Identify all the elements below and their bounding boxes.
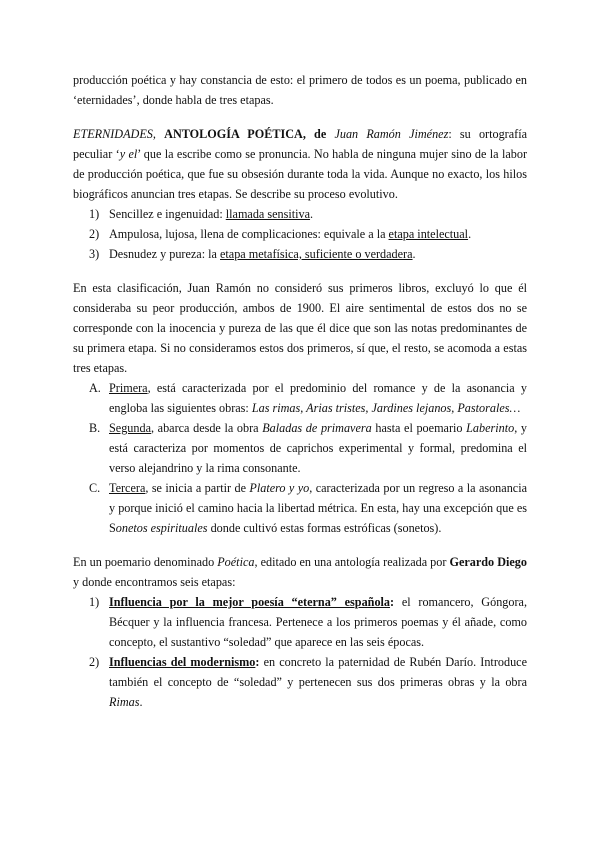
list-item: 1) Sencillez e ingenuidad: llamada sensitiva. (89, 207, 314, 221)
alpha-list (73, 378, 527, 538)
list-item: B. Segunda, abarca desde la obra Baladas de primavera hasta el poemario Laberinto, y está caracteriza por momentos de caprichos experimental y formal, predomina el verso alejandrino y la rima consonante. (89, 421, 527, 475)
list-item: 2) Influencias del modernismo: en concreto la paternidad de Rubén Darío. Introduce también el concepto de “soledad” y pertenecen sus dos primeras obras y la obra Rimas. (89, 655, 527, 709)
paragraph-clasificacion: En esta clasificación, Juan Ramón no consideró sus primeros libros, excluyó lo que él consideraba su peor producción, ambos de 1900. El aire sentimental de estos dos no se corresponde con la inocencia y pureza de las que él dice que son las notas predominantes de su primera etapa. Si no consideramos estos dos primeros, sí que, el resto, se acomoda a estas tres etapas. (73, 281, 527, 375)
stages-list (73, 204, 527, 264)
list-item: 1) Influencia por la mejor poesía “eterna” española: el romancero, Góngora, Bécquer y la influencia francesa. Pertenece a los primeros poemas y él añade, como concepto, el sustantivo “soledad” que aparece en las seis épocas. (89, 595, 527, 649)
six-stages-list (73, 592, 527, 712)
list-item: C. Tercera, se inicia a partir de Platero y yo, caracterizada por un regreso a la asonancia y porque inició el camino hacia la libertad métrica. En esta, hay una excepción que es Sonetos espirituales donde cultivó estas formas estróficas (sonetos). (89, 481, 527, 535)
list-item: 3) Desnudez y pureza: la etapa metafísica, suficiente o verdadera. (89, 247, 416, 261)
list-item: A. Primera, está caracterizada por el predominio del romance y de la asonancia y engloba las siguientes obras: Las rimas, Arias tristes, Jardines lejanos, Pastorales… (89, 381, 527, 415)
document-page (73, 70, 527, 712)
paragraph-poetica: En un poemario denominado Poética, editado en una antología realizada por Gerardo Diego y donde encontramos seis etapas: (73, 555, 527, 589)
title-eternidades: ETERNIDADES, (73, 127, 156, 141)
list-item: 2) Ampulosa, lujosa, llena de complicaciones: equivale a la etapa intelectual. (89, 227, 472, 241)
author-name: Juan Ramón Jiménez (334, 127, 449, 141)
paragraph-eternidades: ETERNIDADES, ANTOLOGÍA POÉTICA, de Juan Ramón Jiménez: su ortografía peculiar ‘y el’ que la escribe como se pronuncia. No habla de ninguna mujer sino de la labor de producción poética, que fue su obsesión durante toda la vida. Aunque no exacto, los hilos biográficos anuncian tres etapas. Se describe su proceso evolutivo. (73, 127, 527, 201)
paragraph-intro: producción poética y hay constancia de esto: el primero de todos es un poema, publicado en ‘eternidades’, donde habla de tres etapas. (73, 73, 527, 107)
title-antologia: ANTOLOGÍA POÉTICA, de (164, 127, 327, 141)
